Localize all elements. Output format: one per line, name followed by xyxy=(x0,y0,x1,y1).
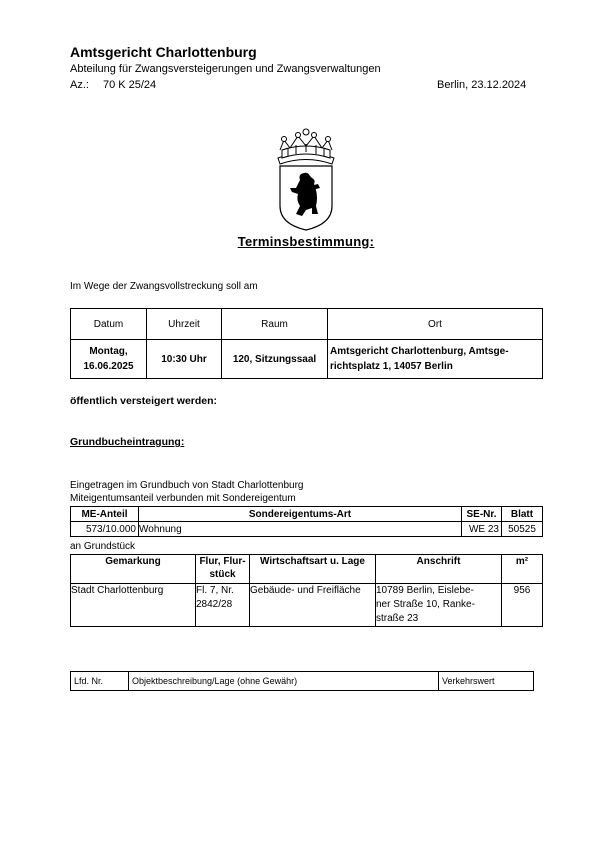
termin-table xyxy=(70,308,543,379)
department-name: Abteilung für Zwangsversteigerungen und Zwangsverwaltungen xyxy=(70,63,381,75)
anschrift-line-3: straße 23 xyxy=(376,613,419,624)
az-label: Az.: xyxy=(70,79,89,91)
header-datum: Datum xyxy=(71,309,147,340)
header-ort: Ort xyxy=(328,309,543,340)
datum-date: 16.06.2025 xyxy=(83,361,134,372)
header-raum: Raum xyxy=(222,309,328,340)
datum-weekday: Montag, xyxy=(89,346,128,357)
header-blatt: Blatt xyxy=(502,507,543,522)
header-anschrift: Anschrift xyxy=(376,555,502,584)
an-grundstueck-text: an Grundstück xyxy=(70,541,136,552)
header-se-nr: SE-Nr. xyxy=(462,507,502,522)
ort-line-1: Amtsgericht Charlottenburg, Amtsge- xyxy=(330,346,509,357)
eingetragen-text: Eingetragen im Grundbuch von Stadt Charlottenburg xyxy=(70,480,304,491)
termin-datum xyxy=(71,340,147,379)
miteigentum-table xyxy=(70,506,543,537)
header-verkehrswert: Verkehrswert xyxy=(439,672,534,691)
objekt-table xyxy=(70,671,534,691)
header-wirtschaftsart: Wirtschaftsart u. Lage xyxy=(250,555,376,584)
header-me-anteil: ME-Anteil xyxy=(71,507,139,522)
grundbuch-heading: Grundbucheintragung: xyxy=(70,436,185,448)
me-anteil: 573/10.000 xyxy=(71,522,139,537)
termin-header-row xyxy=(71,309,543,340)
intro-text: Im Wege der Zwangsvollstreckung soll am xyxy=(70,281,258,292)
case-number xyxy=(70,79,156,91)
grundstueck-table xyxy=(70,554,543,627)
header-flur-line-1: Flur, Flur- xyxy=(199,556,246,567)
header-flur-line-2: stück xyxy=(209,569,236,580)
table-row xyxy=(71,584,543,627)
miteigentum-text: Miteigentumsanteil verbunden mit Sondereigentum xyxy=(70,493,296,504)
gs-header-row xyxy=(71,555,543,584)
termin-row xyxy=(71,340,543,379)
berlin-coat-of-arms-icon xyxy=(272,128,340,232)
place-date: Berlin, 23.12.2024 xyxy=(437,79,527,91)
anschrift xyxy=(376,584,502,627)
blatt: 50525 xyxy=(502,522,543,537)
header-gemarkung: Gemarkung xyxy=(71,555,196,584)
header-flur xyxy=(196,555,250,584)
se-art: Wohnung xyxy=(139,522,462,537)
anschrift-line-1: 10789 Berlin, Eislebe- xyxy=(376,585,474,596)
objekt-header-row xyxy=(71,672,534,691)
wirtschaftsart: Gebäude- und Freifläche xyxy=(250,584,376,627)
court-name: Amtsgericht Charlottenburg xyxy=(70,44,257,60)
flur-line-1: Fl. 7, Nr. xyxy=(196,585,234,596)
flurstueck xyxy=(196,584,250,627)
termin-ort xyxy=(328,340,543,379)
se-nr: WE 23 xyxy=(462,522,502,537)
versteigert-text: öffentlich versteigert werden: xyxy=(70,395,218,407)
az-number: 70 K 25/24 xyxy=(102,79,157,91)
header-uhrzeit: Uhrzeit xyxy=(147,309,222,340)
flaeche-qm: 956 xyxy=(502,584,543,627)
termin-uhrzeit: 10:30 Uhr xyxy=(147,340,222,379)
gemarkung: Stadt Charlottenburg xyxy=(71,584,196,627)
header-lfd-nr: Lfd. Nr. xyxy=(71,672,129,691)
header-objektbeschreibung: Objektbeschreibung/Lage (ohne Gewähr) xyxy=(129,672,439,691)
page-title: Terminsbestimmung: xyxy=(237,234,375,249)
anschrift-line-2: ner Straße 10, Ranke- xyxy=(376,599,475,610)
flur-line-2: 2842/28 xyxy=(196,599,233,610)
me-header-row xyxy=(71,507,543,522)
termin-raum: 120, Sitzungssaal xyxy=(222,340,328,379)
table-row xyxy=(71,522,543,537)
header-qm: m² xyxy=(502,555,543,584)
ort-line-2: richtsplatz 1, 14057 Berlin xyxy=(330,361,453,372)
header-se-art: Sondereigentums-Art xyxy=(139,507,462,522)
